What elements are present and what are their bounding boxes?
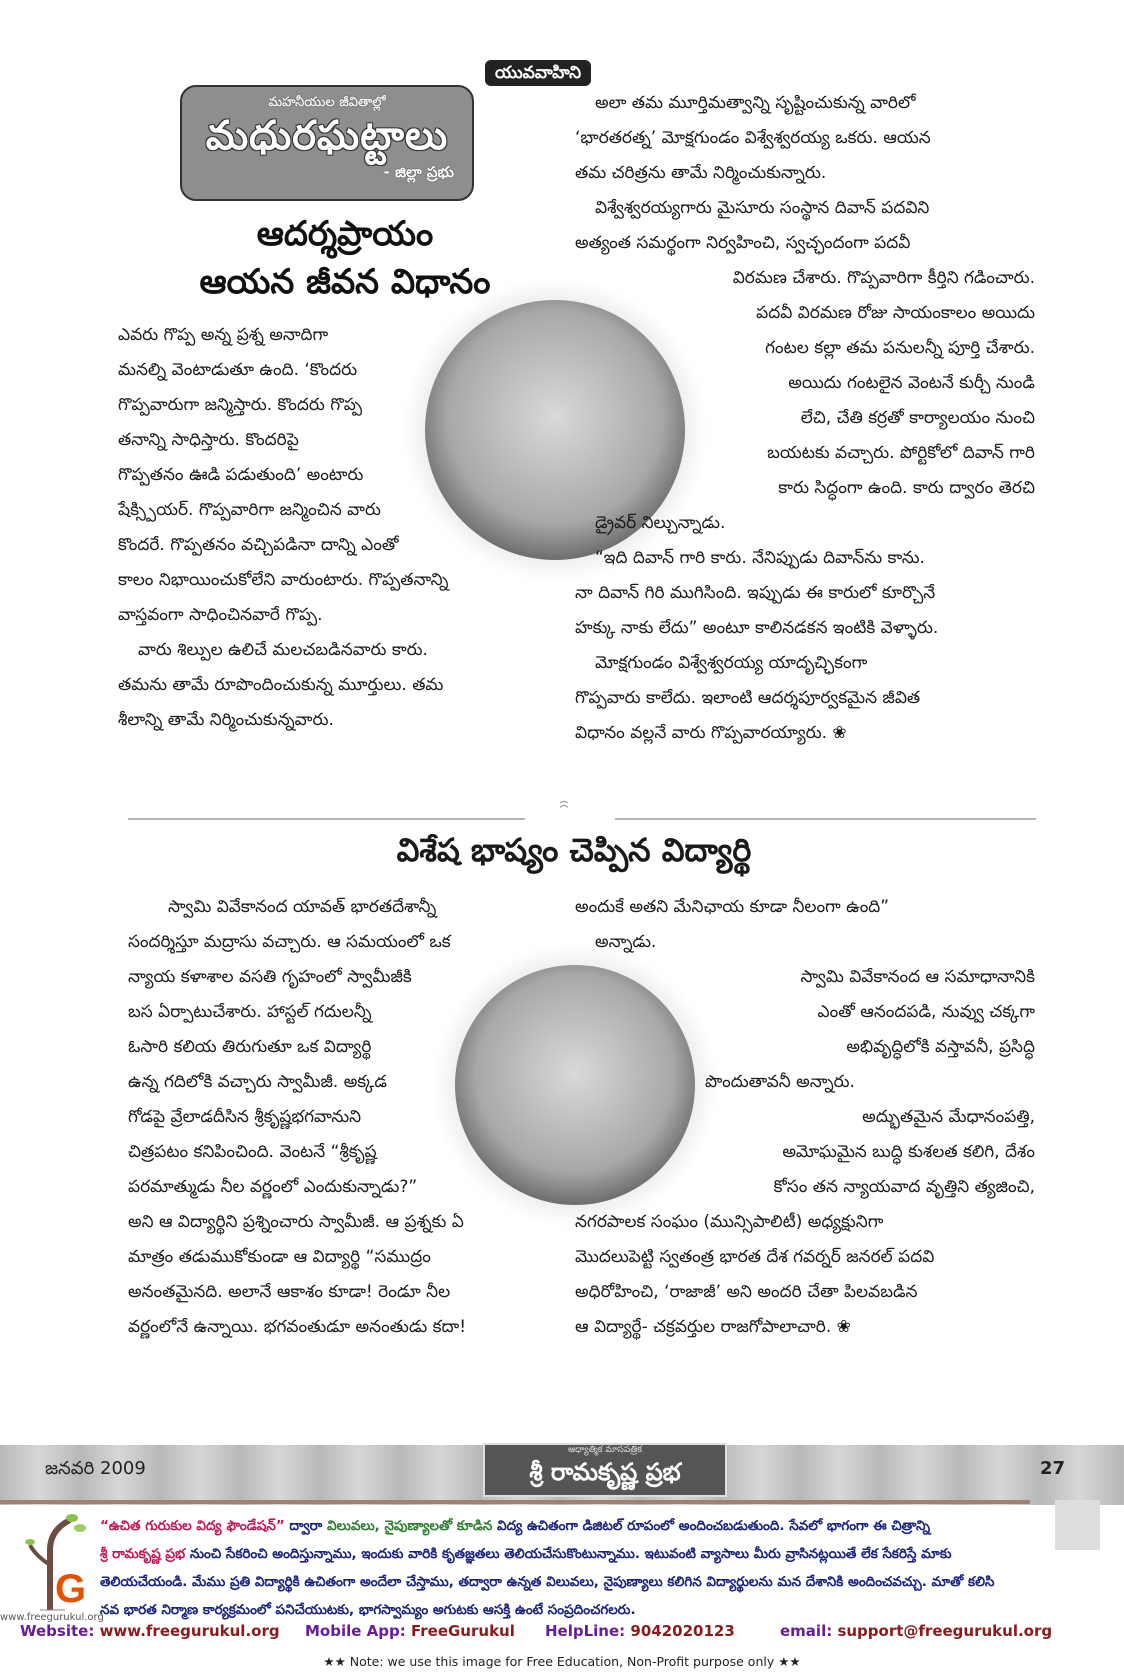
note-line-1: [100, 1512, 1050, 1540]
text-line: అనంతమైనది. అలానే ఆకాశం కూడా! రెండూ నీల: [128, 1282, 451, 1302]
text-line: ఎవరు గొప్ప అన్న ప్రశ్న అనాదిగా: [118, 325, 329, 345]
magazine-tagline: ఆధ్యాత్మిక మాసపత్రిక: [568, 1445, 642, 1455]
text-line: తమను తామే రూపొందించుకున్న మూర్తులు. తమ: [118, 675, 444, 695]
article2-right-column: [575, 890, 1035, 1345]
note-line-3: తెలియచేయండి. మేము ప్రతి విద్యార్థికి ఉచితంగా అందేలా చేస్తాము, తద్వారా ఉన్నత విలువలు, నైపుణ్యాలు కలిగిన విద్యార్థులను మన దేశానికి అందించవచ్చు. మాతో కలిసి: [100, 1574, 995, 1590]
disclaimer-note: ★★ Note: we use this image for Free Education, Non-Profit purpose only ★★: [323, 1654, 801, 1669]
issue-date: జనవరి 2009: [45, 1458, 146, 1479]
contact-email[interactable]: [780, 1622, 1052, 1640]
text-line: పొందుతావనీ అన్నారు.: [705, 1072, 855, 1092]
article2-title: విశేష భాష్యం చెప్పిన విద్యార్థి: [396, 831, 752, 869]
contact-label: Website:: [20, 1622, 95, 1640]
series-credit: - జిల్లా ప్రభు: [383, 163, 454, 181]
text-line: లేచి, చేతి కర్రతో కార్యాలయం నుంచి: [800, 408, 1035, 428]
text-line: పదవీ విరమణ రోజు సాయంకాలం అయిదు: [756, 303, 1035, 323]
text-line: వారు శిల్పుల ఉలిచే మలచబడినవారు కారు.: [138, 640, 428, 660]
contact-mobile-app[interactable]: [305, 1622, 515, 1640]
magazine-logo: [483, 1443, 727, 1497]
freegurukul-logo-url: www.freegurukul.org: [0, 1612, 104, 1623]
text-line: డ్రైవర్ నిల్చున్నాడు.: [595, 513, 726, 533]
text-line: ఓసారి కలియ తిరుగుతూ ఒక విద్యార్థి: [128, 1037, 372, 1057]
text-line: విరమణ చేశారు. గొప్పవారిగా కీర్తిని గడించారు.: [732, 268, 1035, 288]
text-line: స్వామి వివేకానంద ఆ సమాధానానికి: [800, 967, 1035, 987]
text-line: అద్భుతమైన మేధానంపత్తి,: [862, 1107, 1035, 1127]
article1-title-line1: ఆదర్శప్రాయం: [256, 214, 434, 254]
article1-left-column: [118, 318, 558, 738]
freegurukul-tree-logo-icon: [20, 1510, 95, 1620]
text-line: బస ఏర్పాటుచేశారు. హాస్టల్ గదులన్నీ: [128, 1002, 372, 1022]
text-line: వాస్తవంగా సాధించినవారే గొప్ప.: [118, 605, 323, 625]
text-line: స్వామి వివేకానంద యావత్ భారతదేశాన్నీ: [168, 897, 437, 917]
series-subtitle: మహనీయుల జీవితాల్లో: [268, 95, 386, 110]
svg-text:G: G: [55, 1567, 87, 1611]
page-number: 27: [1040, 1458, 1066, 1479]
text-line: అందుకే అతని మేనిఛాయ కూడా నీలంగా ఉంది”: [575, 897, 890, 917]
edge-tab: [1055, 1500, 1100, 1550]
article1-right-column: [575, 86, 1035, 751]
text-line: మోక్షగుండం విశ్వేశ్వరయ్య యాదృచ్ఛికంగా: [595, 653, 868, 673]
text-line: ఉన్న గదిలోకి వచ్చారు స్వామీజీ. అక్కడ: [128, 1072, 387, 1092]
text-line: సందర్శిస్తూ మద్రాసు వచ్చారు. ఆ సమయంలో ఒక: [128, 932, 451, 952]
note-highlight: విలువలు, నైపుణ్యాలతో కూడిన: [327, 1518, 493, 1534]
note-text: నుంచి సేకరించి అందిస్తున్నాము, ఇందుకు వారికి కృతజ్ఞతలు తెలియచేసుకొంటున్నాము. ఇటువంటి వ్యాసాలు మీరు వ్రాసినట్లయితే లేక సేకరిస్తే మాకు: [185, 1546, 952, 1562]
text-line: గొప్పవారుగా జన్మిస్తారు. కొందరు గొప్ప: [118, 395, 362, 415]
website-link[interactable]: www.freegurukul.org: [99, 1622, 280, 1640]
section-tag: యువవాహిని: [485, 60, 591, 86]
contact-label: Mobile App:: [305, 1622, 406, 1640]
footer-rule: [0, 1500, 1030, 1504]
text-line: ‘భారతరత్న’ మోక్షగుండం విశ్వేశ్వరయ్య ఒకరు. ఆయన: [575, 128, 931, 148]
text-line: విశ్వేశ్వరయ్యగారు మైసూరు సంస్థాన దివాన్ పదవిని: [595, 198, 930, 218]
text-line: చిత్రపటం కనిపించింది. వెంటనే “శ్రీకృష్ణ: [128, 1142, 377, 1162]
text-line: బయటకు వచ్చారు. పోర్టికోలో దివాన్ గారి: [767, 443, 1035, 463]
magazine-name: శ్రీ రామకృష్ణ ప్రభ: [529, 1458, 681, 1486]
text-line: కోసం తన న్యాయవాద వృత్తిని త్యజించి,: [773, 1177, 1035, 1197]
contact-label: HelpLine:: [545, 1622, 626, 1640]
article1-title: [120, 210, 570, 306]
text-line: మాత్రం తడుముకోకుండా ఆ విద్యార్థి “సముద్రం: [128, 1247, 431, 1267]
note-line-4: నవ భారత నిర్మాణ కార్యక్రమంలో పనిచేయుటకు, భాగస్వామ్యం అగుటకు ఆసక్తి ఉంటే సంప్రదించగలరు.: [100, 1602, 636, 1618]
text-line: షేక్స్పియర్. గొప్పవారిగా జన్మించిన వారు: [118, 500, 381, 520]
text-line: వర్ణంలోనే ఉన్నాయి. భగవంతుడూ అనంతుడు కదా!: [128, 1317, 467, 1337]
series-banner: [180, 85, 474, 201]
text-line: అని ఆ విద్యార్థిని ప్రశ్నించారు స్వామీజీ. ఆ ప్రశ్నకు ఏ: [128, 1212, 464, 1232]
text-line: మనల్ని వెంటాడుతూ ఉంది. ‘కొందరు: [118, 360, 358, 380]
note-text: విద్య ఉచితంగా డిజిటల్ రూపంలో అందించబడుతుంది. సేవలో భాగంగా ఈ చిత్రాన్ని: [492, 1518, 931, 1534]
text-line: అలా తమ మూర్తిమత్వాన్ని సృష్టించుకున్న వారిలో: [595, 93, 916, 113]
text-line: అయిదు గంటలైన వెంటనే కుర్చీ నుండి: [788, 373, 1035, 393]
text-line: అధిరోహించి, ‘రాజాజీ’ అని అందరి చేతా పిలవబడిన: [575, 1282, 918, 1302]
text-line: కొందరే. గొప్పతనం వచ్చిపడినా దాన్ని ఎంతో: [118, 535, 399, 555]
text-line: నగరపాలక సంఘం (మున్సిపాలిటీ) అధ్యక్షునిగా: [575, 1212, 884, 1232]
email-link[interactable]: support@freegurukul.org: [837, 1622, 1053, 1640]
text-line: గోడపై వ్రేలాడదీసిన శ్రీకృష్ణభగవానుని: [128, 1107, 362, 1127]
text-line: హక్కు నాకు లేదు” అంటూ కాలినడకన ఇంటికి వెళ్ళారు.: [575, 618, 939, 638]
text-line: ఆ విద్యార్థే- చక్రవర్తుల రాజగోపాలాచారి. ❀: [575, 1317, 851, 1337]
note-text: ద్వారా: [284, 1518, 327, 1534]
text-line: న్యాయ కళాశాల వసతి గృహంలో స్వామీజీకి: [128, 967, 412, 987]
text-line: పరమాత్ముడు నీల వర్ణంలో ఎందుకున్నాడు?”: [128, 1177, 418, 1197]
text-line: అభివృద్ధిలోకి వస్తావనీ, ప్రసిద్ధి: [846, 1037, 1035, 1057]
text-line: ఎంతో ఆనందపడి, నువ్వు చక్కగా: [817, 1002, 1035, 1022]
contact-website[interactable]: [20, 1622, 280, 1640]
text-line: మొదలుపెట్టి స్వతంత్ర భారత దేశ గవర్నర్ జనరల్ పదవి: [575, 1247, 935, 1267]
text-line: కాలం నిభాయించుకోలేని వారుంటారు. గొప్పతనాన్ని: [118, 570, 449, 590]
text-line: గొప్పతనం ఊడి పడుతుంది’ అంటారు: [118, 465, 364, 485]
note-line-2: [100, 1540, 1050, 1568]
helpline-number[interactable]: 9042020123: [630, 1622, 735, 1640]
mobile-app-name[interactable]: FreeGurukul: [410, 1622, 515, 1640]
text-line: అమోఘమైన బుద్ధి కుశలత కలిగి, దేశం: [782, 1142, 1035, 1162]
text-line: శీలాన్ని తామే నిర్మించుకున్నవారు.: [118, 710, 334, 730]
contact-helpline[interactable]: [545, 1622, 735, 1640]
text-line: విధానం వల్లనే వారు గొప్పవారయ్యారు. ❀: [575, 723, 847, 743]
series-title: మధురఘట్టాలు: [205, 113, 449, 159]
text-line: అన్నాడు.: [595, 932, 657, 952]
text-line: “ఇది దివాన్ గారి కారు. నేనిప్పుడు దివాన్‌ను కాను.: [595, 548, 925, 568]
text-line: గంటల కల్లా తమ పనులన్నీ పూర్తి చేశారు.: [765, 338, 1035, 358]
text-line: కారు సిద్ధంగా ఉంది. కారు ద్వారం తెరచి: [778, 478, 1035, 498]
freegurukul-note: [100, 1512, 1050, 1624]
source-name: శ్రీ రామకృష్ణ ప్రభ: [100, 1546, 186, 1562]
article1-title-line2: ఆయన జీవన విధానం: [199, 262, 491, 302]
article2-left-column: [128, 890, 578, 1345]
foundation-name: “ఉచిత గురుకుల విద్య ఫౌండేషన్”: [100, 1518, 285, 1534]
text-line: తనాన్ని సాధిస్తారు. కొందరిపై: [118, 430, 299, 450]
text-line: నా దివాన్ గిరి ముగిసింది. ఇప్పుడు ఈ కారులో కూర్చొనే: [575, 583, 936, 603]
contact-label: email:: [780, 1622, 833, 1640]
text-line: తమ చరిత్రను తామే నిర్మించుకున్నారు.: [575, 163, 827, 183]
text-line: గొప్పవారు కాలేదు. ఇలాంటి ఆదర్శపూర్వకమైన జీవిత: [575, 688, 921, 708]
text-line: అత్యంత సమర్థంగా నిర్వహించి, స్వచ్ఛందంగా పదవీ: [575, 233, 911, 253]
